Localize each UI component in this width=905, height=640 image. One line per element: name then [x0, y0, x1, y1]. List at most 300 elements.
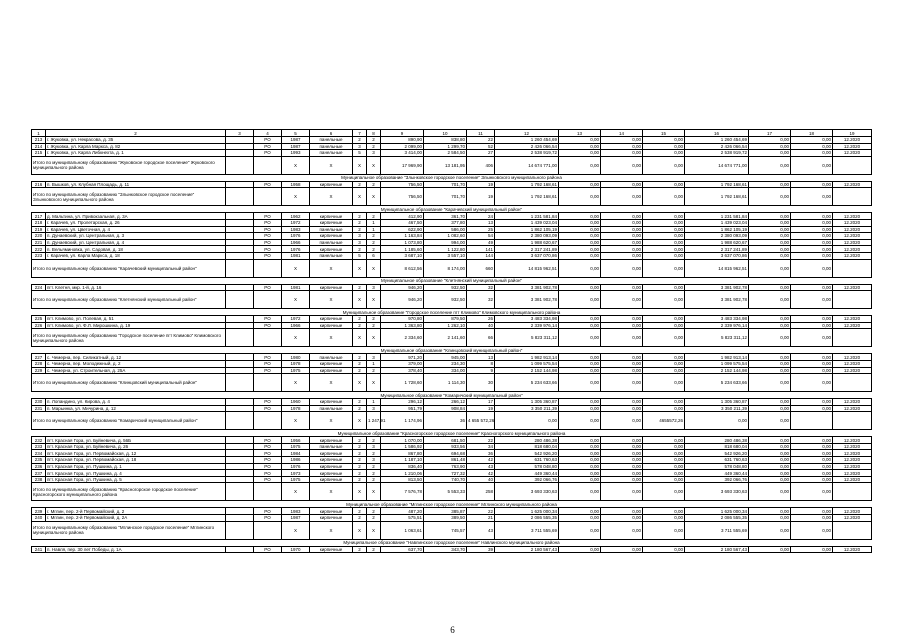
municipality-title: Муниципальное образование "Комаричский муниципальный район" — [32, 392, 872, 399]
total-cell: 0,00 — [791, 291, 833, 309]
table-cell: 0,00 — [559, 463, 601, 470]
total-cell: 0,00 — [643, 291, 685, 309]
total-cell: X — [282, 412, 310, 430]
table-cell: 2 099,00 — [381, 143, 424, 150]
table-cell: РО — [254, 213, 282, 220]
municipality-title: Муниципальное образование "Мглинское городское поселение" Мглинского муниципального района — [32, 501, 872, 508]
total-cell: 14 815 962,51 — [495, 259, 559, 277]
table-cell: 0,00 — [749, 450, 791, 457]
table-cell: 5 — [353, 150, 367, 157]
table-cell: 21 — [467, 515, 495, 522]
table-cell: с. Чемерна, пер. Молодежный, д. 2 — [46, 360, 226, 367]
table-cell: 40 — [467, 476, 495, 483]
table-cell: 0,00 — [791, 181, 833, 188]
table-cell: 0,00 — [749, 476, 791, 483]
table-cell: 12.2020 — [833, 457, 872, 464]
total-cell: 258 — [467, 483, 495, 501]
table-cell: 0,00 — [601, 450, 643, 457]
table-cell: 12.2020 — [833, 226, 872, 233]
table-cell: 5 — [353, 252, 367, 259]
table-cell: 12.2020 — [833, 181, 872, 188]
table-cell: 12.2020 — [833, 143, 872, 150]
column-number-cell: 16 — [685, 130, 749, 137]
total-cell — [254, 374, 282, 392]
table-cell: 0,00 — [601, 367, 643, 374]
table-row — [32, 219, 872, 226]
total-cell: 0,00 — [559, 188, 601, 206]
table-cell: 0,00 — [559, 150, 601, 157]
total-cell — [226, 259, 254, 277]
table-cell: д. Мальтина, ул. Привокзальная, д. 3А — [46, 213, 226, 220]
table-row — [32, 246, 872, 253]
total-cell — [833, 329, 872, 347]
table-cell: 0,00 — [601, 508, 643, 515]
table-cell: 0,00 — [791, 437, 833, 444]
table-cell: 296,12 — [381, 399, 424, 406]
table-cell: 1975 — [282, 367, 310, 374]
total-cell — [226, 374, 254, 392]
table-cell: 34 — [467, 443, 495, 450]
table-cell: г. Жуковка, ул. Карла Либкнехта, д. 1 — [46, 150, 226, 157]
table-cell: 392 066,76 — [685, 476, 749, 483]
table-cell: 12.2020 — [833, 354, 872, 361]
table-cell: кирпичные — [310, 450, 353, 457]
table-cell: 214 — [32, 143, 46, 150]
table-cell: 0,00 — [749, 457, 791, 464]
total-cell: 17 969,90 — [381, 156, 424, 174]
table-cell: панельные — [310, 239, 353, 246]
table-cell: 12.2020 — [833, 213, 872, 220]
total-cell: X — [353, 483, 367, 501]
table-cell — [226, 437, 254, 444]
total-cell: X — [367, 521, 381, 539]
table-row — [32, 137, 872, 144]
table-cell: 0,00 — [601, 233, 643, 240]
table-cell: 1975 — [282, 443, 310, 450]
total-cell — [254, 291, 282, 309]
table-cell: 0,00 — [749, 181, 791, 188]
municipality-section-row — [32, 206, 872, 213]
table-cell: 12.2020 — [833, 463, 872, 470]
table-cell: 701,70 — [424, 181, 467, 188]
table-cell: 226 — [32, 322, 46, 329]
table-cell: 0,00 — [749, 316, 791, 323]
table-cell: 12.2020 — [833, 252, 872, 259]
total-cell — [226, 329, 254, 347]
total-label: Итого по муниципальному образованию "Карачевский муниципальный район" — [32, 259, 226, 277]
table-cell: 1976 — [282, 246, 310, 253]
table-cell: 217 — [32, 213, 46, 220]
table-cell: кирпичные — [310, 470, 353, 477]
column-number-cell: 10 — [424, 130, 467, 137]
total-cell: X — [282, 259, 310, 277]
table-cell: РО — [254, 252, 282, 259]
municipality-total-row — [32, 374, 872, 392]
table-cell: 0,00 — [643, 137, 685, 144]
table-cell: 578 048,80 — [685, 463, 749, 470]
table-cell: 2 — [367, 470, 381, 477]
table-cell: 1958 — [282, 181, 310, 188]
table-cell: панельные — [310, 150, 353, 157]
table-cell: 0,00 — [791, 354, 833, 361]
total-cell — [254, 188, 282, 206]
table-cell: 0,00 — [601, 405, 643, 412]
table-cell: 1 982 913,14 — [495, 354, 559, 361]
table-cell: 3 637 070,86 — [495, 252, 559, 259]
table-cell: 756,50 — [381, 181, 424, 188]
total-cell: 0,00 — [559, 412, 601, 430]
column-number-cell: 18 — [791, 130, 833, 137]
table-cell — [226, 360, 254, 367]
total-cell: 2 334,60 — [381, 329, 424, 347]
municipality-section-row — [32, 392, 872, 399]
table-cell: 0,00 — [791, 137, 833, 144]
table-cell: 0,00 — [791, 322, 833, 329]
table-cell: 2 538 919,72 — [495, 150, 559, 157]
table-cell: 0,00 — [749, 367, 791, 374]
total-cell — [833, 156, 872, 174]
table-cell: п. Дунаевский, ул. Центральная, д. 3 — [46, 233, 226, 240]
table-cell: 0,00 — [559, 284, 601, 291]
table-row — [32, 239, 872, 246]
table-cell: 1 792 168,61 — [685, 181, 749, 188]
table-cell: 12.2020 — [833, 508, 872, 515]
column-number-cell: 4 — [254, 130, 282, 137]
table-cell: 6 — [367, 252, 381, 259]
table-cell: 2 — [367, 181, 381, 188]
table-cell: 2 317 241,89 — [685, 246, 749, 253]
table-cell: 2 — [353, 137, 367, 144]
table-cell: 1 988 620,67 — [685, 239, 749, 246]
table-cell: 1 862 105,19 — [495, 226, 559, 233]
total-cell: 0,00 — [643, 521, 685, 539]
table-cell: 0,00 — [643, 360, 685, 367]
table-cell: 1 — [367, 399, 381, 406]
total-cell: 4655572,26 — [643, 412, 685, 430]
total-cell: 0,00 — [791, 483, 833, 501]
page-number: 6 — [450, 625, 455, 635]
table-cell: 0,00 — [643, 233, 685, 240]
table-cell: 1 299,70 — [424, 143, 467, 150]
total-cell: 8 612,56 — [381, 259, 424, 277]
municipality-title: Муниципальное образование "Клетнянский муниципальный район" — [32, 277, 872, 284]
table-cell: 0,00 — [559, 405, 601, 412]
table-cell: кирпичные — [310, 246, 353, 253]
table-cell: 0,00 — [749, 508, 791, 515]
table-cell: 0,00 — [643, 546, 685, 553]
table-cell: 1981 — [282, 284, 310, 291]
column-number-cell: 11 — [467, 130, 495, 137]
table-cell: 22 — [467, 508, 495, 515]
table-cell: 2 — [353, 181, 367, 188]
table-cell: 0,00 — [643, 213, 685, 220]
total-cell: X — [353, 291, 367, 309]
table-cell: г. Мглин, пер. 2-й Первомайский, д. 2А — [46, 515, 226, 522]
table-cell: 12.2020 — [833, 443, 872, 450]
table-cell: 467,50 — [381, 219, 424, 226]
municipality-total-row — [32, 521, 872, 539]
total-cell: X — [310, 521, 353, 539]
total-cell — [833, 521, 872, 539]
column-number-cell: 2 — [46, 130, 226, 137]
table-cell: 280 486,38 — [495, 437, 559, 444]
total-cell: 0,00 — [559, 374, 601, 392]
table-cell: 0,00 — [749, 150, 791, 157]
table-cell: панельные — [310, 226, 353, 233]
table-cell: 2 538 919,72 — [685, 150, 749, 157]
table-cell: пгт. Клетня, мкр. 1-й, д. 16 — [46, 284, 226, 291]
table-cell: 932,50 — [424, 284, 467, 291]
total-cell: 5 234 633,66 — [495, 374, 559, 392]
table-cell: 2 — [353, 399, 367, 406]
table-cell: п. Марьинка, ул. Мичурина, д. 12 — [46, 405, 226, 412]
table-cell — [226, 457, 254, 464]
table-cell: 0,00 — [643, 463, 685, 470]
total-cell: 7 576,78 — [381, 483, 424, 501]
table-cell: 13 — [467, 354, 495, 361]
table-cell: 0,00 — [559, 399, 601, 406]
table-cell: РО — [254, 150, 282, 157]
total-cell — [833, 412, 872, 430]
table-cell: 0,00 — [791, 405, 833, 412]
table-cell: пгт. Красная Гора, ул. Первомайская, д. 12 — [46, 450, 226, 457]
table-cell: РО — [254, 457, 282, 464]
table-cell: 3 — [353, 143, 367, 150]
table-cell: 12.2020 — [833, 367, 872, 374]
total-label: Итого по муниципальному образованию "Городское поселение пгт Климово" Климовского муниципального района — [32, 329, 226, 347]
table-cell: 144 — [467, 252, 495, 259]
table-cell: 232 — [32, 437, 46, 444]
table-cell: 221 — [32, 239, 46, 246]
municipality-total-row — [32, 156, 872, 174]
total-cell: 1 792 168,61 — [495, 188, 559, 206]
total-cell: X — [367, 156, 381, 174]
table-cell: 818 680,04 — [495, 443, 559, 450]
table-cell: 2 426 066,54 — [685, 143, 749, 150]
table-cell: 0,00 — [559, 181, 601, 188]
table-cell: 2 — [353, 405, 367, 412]
table-cell: 227 — [32, 354, 46, 361]
table-cell: 1975 — [282, 476, 310, 483]
table-cell: 0,00 — [791, 246, 833, 253]
table-cell: 2 — [367, 137, 381, 144]
total-cell: 0,00 — [601, 291, 643, 309]
table-cell: 0,00 — [749, 284, 791, 291]
table-cell: 2 — [353, 457, 367, 464]
table-cell: 377,80 — [424, 219, 467, 226]
total-cell: 36 — [424, 412, 467, 430]
table-cell: РО — [254, 405, 282, 412]
table-cell: 12.2020 — [833, 246, 872, 253]
table-cell: 1987 — [282, 143, 310, 150]
table-row — [32, 508, 872, 515]
table-cell: 2 339 976,14 — [495, 322, 559, 329]
total-cell — [254, 259, 282, 277]
table-cell: 2 152 144,98 — [495, 367, 559, 374]
table-cell: 12.2020 — [833, 233, 872, 240]
total-cell: 5 823 311,12 — [685, 329, 749, 347]
table-cell: 0,00 — [601, 143, 643, 150]
table-cell: 0,00 — [791, 457, 833, 464]
table-cell: 2 — [353, 219, 367, 226]
table-cell: 12.2020 — [833, 399, 872, 406]
table-cell: 0,00 — [559, 252, 601, 259]
table-cell: 12.2020 — [833, 360, 872, 367]
table-cell: РО — [254, 546, 282, 553]
table-row — [32, 457, 872, 464]
table-row — [32, 470, 872, 477]
table-cell: 1 185,60 — [381, 246, 424, 253]
municipality-section-row — [32, 309, 872, 316]
table-cell: 3 — [367, 150, 381, 157]
total-cell: X — [353, 412, 367, 430]
table-cell: п. Навля, пер. 30 лет Победы, д. 1А — [46, 546, 226, 553]
total-cell: 1 247,91 — [367, 412, 381, 430]
column-number-cell: 7 — [353, 130, 367, 137]
total-cell — [226, 188, 254, 206]
table-cell: 1978 — [282, 405, 310, 412]
table-cell: кирпичные — [310, 463, 353, 470]
table-cell: 0,00 — [601, 181, 643, 188]
total-cell: 0,00 — [559, 291, 601, 309]
table-cell: 220 — [32, 233, 46, 240]
total-cell — [226, 156, 254, 174]
table-cell: 241 — [32, 546, 46, 553]
table-cell: 2 — [353, 546, 367, 553]
table-cell: 818 680,04 — [685, 443, 749, 450]
table-cell: 0,00 — [791, 143, 833, 150]
table-cell: РО — [254, 437, 282, 444]
table-cell: 0,00 — [559, 367, 601, 374]
table-cell — [226, 284, 254, 291]
total-label: Итого по муниципальному образованию "Мглинское городское поселение" Мглинского муниципального района — [32, 521, 226, 539]
table-cell: 1970 — [282, 546, 310, 553]
table-cell: 1980 — [282, 354, 310, 361]
table-cell — [226, 367, 254, 374]
table-cell: 0,00 — [559, 470, 601, 477]
table-cell: 0,00 — [601, 246, 643, 253]
table-cell: г. Карачев, ул. Пролетарская, д. 26 — [46, 219, 226, 226]
table-cell: 2 — [353, 284, 367, 291]
table-cell: 0,00 — [601, 219, 643, 226]
table-cell: 1 099 575,54 — [685, 360, 749, 367]
table-row — [32, 463, 872, 470]
table-cell: 2 152 144,98 — [685, 367, 749, 374]
total-cell: X — [367, 329, 381, 347]
table-cell: 487,20 — [381, 508, 424, 515]
table-row — [32, 213, 872, 220]
table-cell: 24 — [467, 213, 495, 220]
table-cell: 1972 — [282, 316, 310, 323]
table-cell: 1993 — [282, 150, 310, 157]
table-cell — [226, 239, 254, 246]
table-cell: 0,00 — [791, 239, 833, 246]
total-cell — [833, 291, 872, 309]
table-row — [32, 252, 872, 259]
table-cell: кирпичные — [310, 457, 353, 464]
table-row — [32, 399, 872, 406]
municipality-title: Муниципальное образование "Навлинское городское поселение" Навлинского муниципального района — [32, 539, 872, 546]
table-cell: панельные — [310, 405, 353, 412]
table-cell: 379,00 — [381, 360, 424, 367]
table-cell: 3 350 211,39 — [685, 405, 749, 412]
table-cell: 43 — [467, 463, 495, 470]
table-cell: 0,00 — [791, 252, 833, 259]
total-cell: X — [310, 412, 353, 430]
total-cell: 0,00 — [749, 374, 791, 392]
table-cell: РО — [254, 316, 282, 323]
table-cell: 0,00 — [749, 360, 791, 367]
column-number-cell: 5 — [282, 130, 310, 137]
table-cell: 0,00 — [601, 284, 643, 291]
table-cell: 0,00 — [643, 316, 685, 323]
total-cell: 30 — [467, 374, 495, 392]
table-cell: 219 — [32, 226, 46, 233]
table-cell: кирпичные — [310, 233, 353, 240]
table-cell: 2 — [367, 246, 381, 253]
table-cell — [226, 515, 254, 522]
table-cell: 867,80 — [381, 450, 424, 457]
table-cell: 0,00 — [601, 443, 643, 450]
total-cell — [254, 412, 282, 430]
table-cell: кирпичные — [310, 515, 353, 522]
table-cell: 0,00 — [749, 322, 791, 329]
table-cell: 343,70 — [424, 546, 467, 553]
total-cell: 13 181,95 — [424, 156, 467, 174]
table-cell: 0,00 — [559, 457, 601, 464]
table-cell: 141 — [467, 246, 495, 253]
table-cell: 2 — [353, 316, 367, 323]
table-cell: 0,00 — [791, 360, 833, 367]
table-cell: 0,00 — [749, 219, 791, 226]
table-cell: 0,00 — [749, 226, 791, 233]
table-cell: РО — [254, 443, 282, 450]
table-cell: 12.2020 — [833, 219, 872, 226]
table-cell: РО — [254, 399, 282, 406]
table-cell: 2 584,50 — [424, 150, 467, 157]
total-cell: X — [310, 374, 353, 392]
table-cell: 2 — [353, 226, 367, 233]
table-cell: 1983 — [282, 508, 310, 515]
table-row — [32, 181, 872, 188]
table-cell: 1987 — [282, 137, 310, 144]
table-cell — [226, 322, 254, 329]
table-cell: 12.2020 — [833, 316, 872, 323]
total-cell — [226, 412, 254, 430]
table-cell: 0,00 — [643, 450, 685, 457]
total-cell: 1 114,30 — [424, 374, 467, 392]
column-number-cell: 17 — [749, 130, 791, 137]
total-cell: 0,00 — [749, 188, 791, 206]
table-cell: п. Вышков, ул. Клубная Площадь, д. 11 — [46, 181, 226, 188]
total-cell: 0,00 — [791, 259, 833, 277]
table-cell: 0,00 — [749, 515, 791, 522]
table-cell: кирпичные — [310, 437, 353, 444]
table-cell: 0,00 — [559, 546, 601, 553]
table-cell: РО — [254, 360, 282, 367]
table-cell: 0,00 — [643, 470, 685, 477]
table-cell: 234 — [32, 450, 46, 457]
table-cell: 2 180 567,43 — [685, 546, 749, 553]
table-cell: 225 — [32, 316, 46, 323]
total-cell: 0,00 — [643, 259, 685, 277]
total-cell: 0,00 — [749, 412, 791, 430]
table-cell: пгт. Красная Гора, ул. Буйневича, д. 56Б — [46, 437, 226, 444]
table-cell: 238 — [32, 476, 46, 483]
table-cell: 12.2020 — [833, 150, 872, 157]
total-cell: X — [353, 259, 367, 277]
municipality-total-row — [32, 483, 872, 501]
